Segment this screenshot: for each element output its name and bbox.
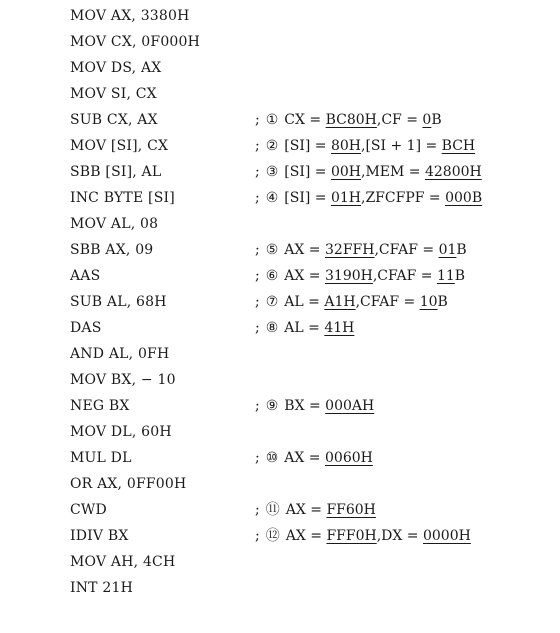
comment-text: ,[SI + 1] = xyxy=(361,138,442,154)
comment-text: AX = xyxy=(284,268,325,284)
instruction-text: MOV CX, 0F000H xyxy=(70,34,201,50)
answer-blank: 80H xyxy=(330,138,361,154)
answer-blank: 0060H xyxy=(325,450,373,466)
answer-blank: 10 xyxy=(419,294,438,310)
answer-blank: 3190H xyxy=(325,268,373,284)
code-line xyxy=(70,81,550,107)
comment-semicolon: ; xyxy=(255,450,260,466)
comment-text: B xyxy=(431,112,442,128)
code-line xyxy=(70,497,550,523)
comment-text: [SI] = xyxy=(284,190,331,206)
answer-comment xyxy=(255,185,482,211)
comment-text: BX = xyxy=(284,398,326,414)
circled-number: ⑨ xyxy=(265,398,279,414)
answer-comment xyxy=(255,133,475,159)
instruction-text: NEG BX xyxy=(70,398,130,414)
code-line xyxy=(70,185,550,211)
comment-text: [SI] = xyxy=(284,138,331,154)
circled-number: ⑪ xyxy=(265,502,280,518)
answer-blank: 000B xyxy=(445,190,483,206)
comment-text: ,CFAF = xyxy=(355,294,420,310)
circled-number: ⑥ xyxy=(265,268,279,284)
answer-blank: 42800H xyxy=(424,164,482,180)
instruction-text: MOV AH, 4CH xyxy=(70,554,176,570)
comment-text: AX = xyxy=(284,242,325,258)
answer-comment xyxy=(255,393,374,419)
answer-comment xyxy=(255,107,442,133)
instruction-text: MOV DL, 60H xyxy=(70,424,172,440)
instruction-text: MUL DL xyxy=(70,450,132,466)
comment-text: ,ZFCFPF = xyxy=(361,190,446,206)
circled-number: ⑩ xyxy=(265,450,279,466)
code-line xyxy=(70,367,550,393)
comment-text: ,DX = xyxy=(376,528,423,544)
answer-comment xyxy=(255,315,354,341)
comment-semicolon: ; xyxy=(255,112,260,128)
instruction-text: AND AL, 0FH xyxy=(70,346,170,362)
comment-text: AX = xyxy=(285,528,327,544)
comment-text: AX = xyxy=(284,450,325,466)
code-line xyxy=(70,107,550,133)
answer-blank: FFF0H xyxy=(326,528,377,544)
code-line xyxy=(70,393,550,419)
instruction-text: MOV [SI], CX xyxy=(70,138,169,154)
instruction-text: INC BYTE [SI] xyxy=(70,190,175,206)
comment-semicolon: ; xyxy=(255,190,260,206)
comment-semicolon: ; xyxy=(255,242,260,258)
instruction-text: INT 21H xyxy=(70,580,133,596)
instruction-text: SUB CX, AX xyxy=(70,112,158,128)
comment-text: ,MEM = xyxy=(361,164,425,180)
comment-semicolon: ; xyxy=(255,502,260,518)
circled-number: ④ xyxy=(265,190,279,206)
code-line xyxy=(70,263,550,289)
answer-comment xyxy=(255,289,448,315)
comment-text: B xyxy=(454,268,466,284)
answer-blank: 32FFH xyxy=(325,242,375,258)
answer-blank: 00H xyxy=(330,164,361,180)
comment-semicolon: ; xyxy=(255,398,260,414)
instruction-text: AAS xyxy=(70,268,101,284)
circled-number: ① xyxy=(265,112,279,128)
code-line xyxy=(70,29,550,55)
assembly-listing xyxy=(70,3,550,601)
comment-text: ,CF = xyxy=(376,112,423,128)
comment-semicolon: ; xyxy=(255,528,260,544)
comment-text: [SI] = xyxy=(284,164,331,180)
comment-text: CX = xyxy=(284,112,326,128)
answer-comment xyxy=(255,523,471,549)
code-line xyxy=(70,211,550,237)
comment-semicolon: ; xyxy=(255,320,260,336)
instruction-text: MOV AL, 08 xyxy=(70,216,159,232)
instruction-text: SBB [SI], AL xyxy=(70,164,162,180)
code-line xyxy=(70,471,550,497)
answer-comment xyxy=(255,237,467,263)
circled-number: ⑤ xyxy=(265,242,279,258)
instruction-text: DAS xyxy=(70,320,102,336)
instruction-text: IDIV BX xyxy=(70,528,129,544)
answer-blank: 0 xyxy=(422,112,432,128)
answer-blank: BCH xyxy=(441,138,476,154)
comment-text: ,CFAF = xyxy=(372,268,437,284)
circled-number: ⑦ xyxy=(265,294,279,310)
answer-blank: 41H xyxy=(324,320,355,336)
comment-text: B xyxy=(456,242,467,258)
code-line xyxy=(70,55,550,81)
code-line xyxy=(70,3,550,29)
instruction-text: SBB AX, 09 xyxy=(70,242,154,258)
code-line xyxy=(70,523,550,549)
answer-comment xyxy=(255,263,465,289)
code-line xyxy=(70,289,550,315)
circled-number: ⑫ xyxy=(265,528,280,544)
instruction-text: MOV DS, AX xyxy=(70,60,162,76)
code-line xyxy=(70,315,550,341)
comment-text: AX = xyxy=(285,502,327,518)
circled-number: ⑧ xyxy=(265,320,279,336)
instruction-text: MOV AX, 3380H xyxy=(70,8,190,24)
instruction-text: MOV SI, CX xyxy=(70,86,157,102)
instruction-text: MOV BX, − 10 xyxy=(70,372,176,388)
comment-semicolon: ; xyxy=(255,138,260,154)
answer-blank: 11 xyxy=(436,268,455,284)
answer-blank: FF60H xyxy=(326,502,376,518)
answer-blank: 01H xyxy=(330,190,361,206)
circled-number: ③ xyxy=(265,164,279,180)
instruction-text: CWD xyxy=(70,502,107,518)
code-line xyxy=(70,237,550,263)
answer-comment xyxy=(255,445,373,471)
comment-text: ,CFAF = xyxy=(374,242,439,258)
comment-semicolon: ; xyxy=(255,164,260,180)
answer-blank: 0000H xyxy=(422,528,471,544)
code-line xyxy=(70,445,550,471)
code-line xyxy=(70,159,550,185)
instruction-text: SUB AL, 68H xyxy=(70,294,167,310)
circled-number: ② xyxy=(265,138,279,154)
code-line xyxy=(70,341,550,367)
answer-blank: BC80H xyxy=(325,112,377,128)
answer-blank: 01 xyxy=(438,242,457,258)
code-line xyxy=(70,549,550,575)
code-line xyxy=(70,419,550,445)
answer-comment xyxy=(255,159,482,185)
answer-blank: 000AH xyxy=(325,398,375,414)
answer-comment xyxy=(255,497,376,523)
comment-text: B xyxy=(437,294,448,310)
answer-blank: A1H xyxy=(324,294,356,310)
comment-semicolon: ; xyxy=(255,268,260,284)
code-line xyxy=(70,133,550,159)
comment-text: AL = xyxy=(284,294,325,310)
code-line xyxy=(70,575,550,601)
instruction-text: OR AX, 0FF00H xyxy=(70,476,187,492)
comment-semicolon: ; xyxy=(255,294,260,310)
comment-text: AL = xyxy=(284,320,325,336)
